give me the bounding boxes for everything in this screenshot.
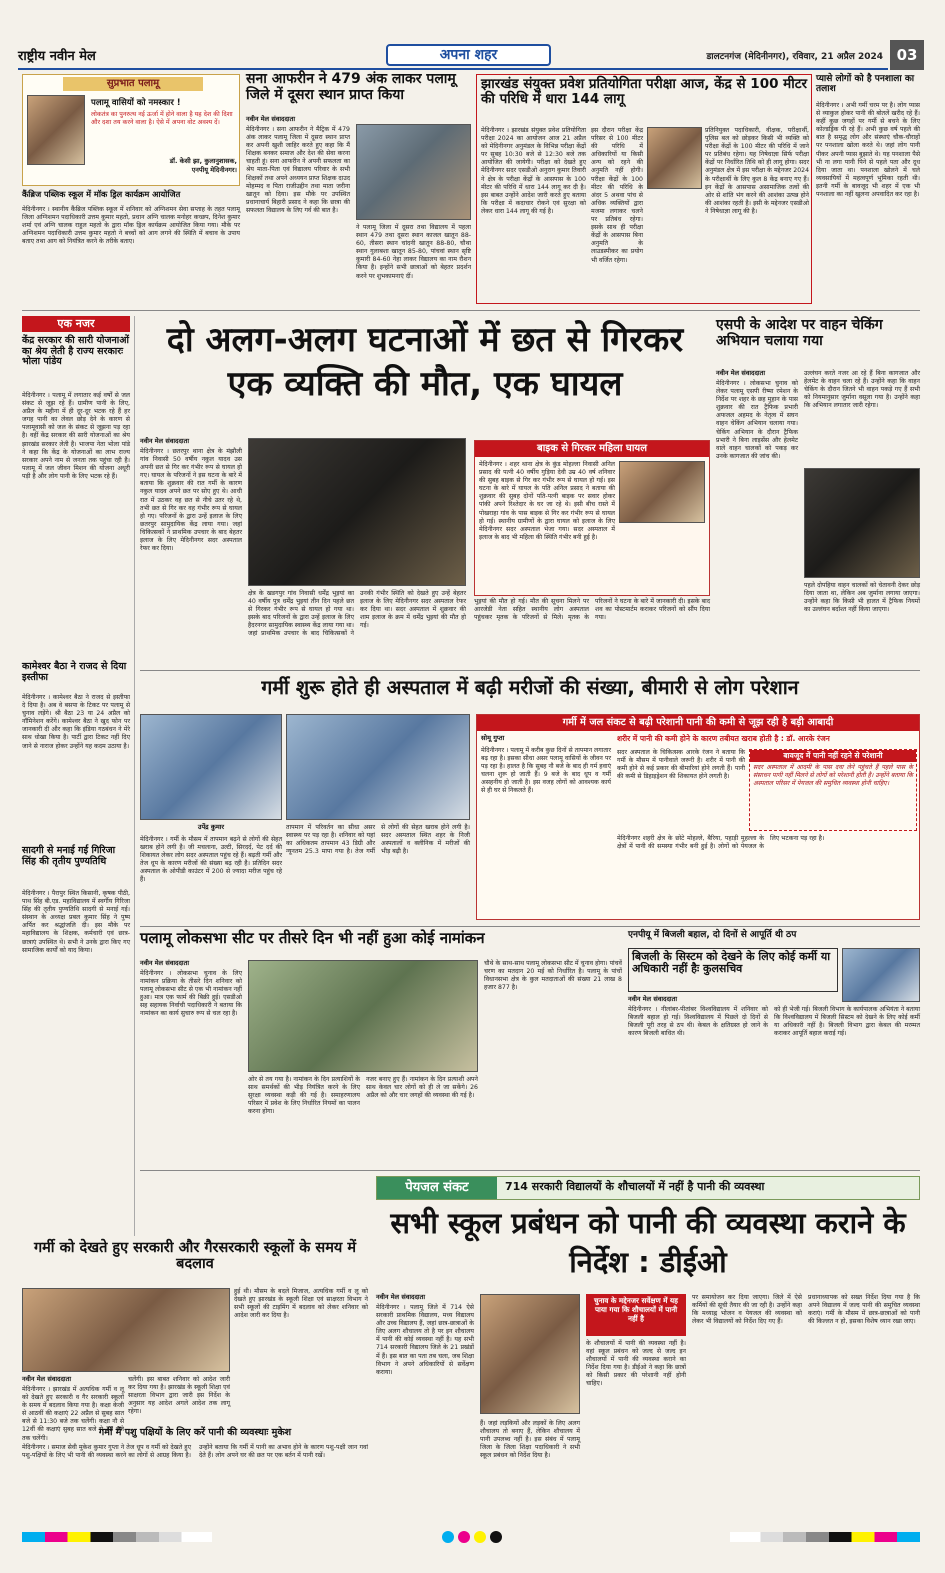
suprabhat-message: लोकतंत्र का पुनरुत्थ नई ऊर्जा में होने वाला है यह देश की दिशा और दशा तय करने वाला है। ऐसे में अपना वोट अवश्य दें। [91,111,233,126]
exam-article [476,74,812,304]
exam-body-3: प्रतिनियुक्त पदाधिकारी, वीक्षक, परीक्षार्थी, पुलिस बल को छोड़कर किसी भी व्यक्ति को परीक्षा केंद्रों के 100 मीटर की परिधि में जाने पर प्रतिबंध रहेगा। यह निषेधाज्ञा सिर्फ परीक्षा केंद्रों पर निर्धारित तिथि को ही लागू होगा। सदर अनुमंडल क्षेत्र में इस परीक्षा के मद्देनजर 2024 के परीक्षार्थी के लिए कुल 8 केंद्र बनाए गए हैं। इन केंद्रों के आसपास असामाजिक तत्वों की ओर से शांति भंग करने की आशंका उत्पन्न होने की आशंका रहती है। इसी के मद्देनजर एसडीओ ने निषेधाज्ञा लागू की है। [705,127,809,215]
exam-headline: झारखंड संयुक्त प्रवेश प्रतियोगिता परीक्षा आज, केंद्र से 100 मीटर की परिधि में धारा 144 लागू [481,76,808,108]
drinking-water-box-head: चुनाव के मद्देनजर सर्वेक्षण में यह पाया गया कि शौचालयों में पानी नहीं है [594,1296,678,1323]
schools-time-body-3: चलेंगी। इस बाबत शनिवार को आदेश जारी कर दिया गया है। झारखंड के स्कूली शिक्षा एवं साक्षरता विभाग द्वारा जारी इस निर्देश के अनुसार यह आदेश अगले आदेश तक लागू रहेगा। [128,1376,230,1416]
hospital-photo-1 [140,714,282,820]
accident-headline: दो अलग-अलग घटनाओं में छत से गिरकर एक व्यक्ति की मौत, एक घायल [166,320,684,404]
hospital-caption: उपेंद्र कुमार [197,823,225,831]
collectorate-photo [248,960,478,1072]
reg-mark-yellow [474,1531,486,1543]
sana-body-2: ने पलामू जिला में दूसरा तथा विद्यालय में पहला स्थान 479 तथा दूसरा स्थान काजल खातून 88-60, तीसरा स्थान चांदनी खातून 88-80, चौथा स्थान गुलाबशा खातून 85-80, पांचवां स्थान सृष्टि कुमारी 84-60 नेहा लाकर विद्यालय का नाम रौशन किया है। इन्होंने सभी छात्राओं को बेहतर प्रदर्शन करने पर शुभकामनाएं दीं। [356,224,471,280]
cambridge-article [22,190,240,302]
ek-nazar-h2: कामेश्वर बैठा ने राजद से दिया इस्तीफा [22,661,127,683]
nomination-headline: पलामू लोकसभा सीट पर तीसरे दिन भी नहीं हुआ कोई नामांकन [140,929,485,947]
animals-body: मेदिनीनगर । समाज सेवी मुकेश कुमार गुप्ता ने तेज धूप व गर्मी को देखते हुए पशु-पक्षियों के लिए भी पानी की व्यवस्था करने का लोगों से आग्रह किया है। उन्होंने बताया कि गर्मी में पानी का अभाव होने के कारण पशु-पक्षी जान गवां देते हैं। लोग अपने घर की छत पर एक बर्तन में पानी रखें। [22,1444,368,1460]
water-crisis-body-2: सदर अस्पताल के चिकित्सक आरके रंजन ने बताया कि गर्मी के मौसम में पानीवाले जरूरी है। शरीर में पानी की कमी होने से कई प्रकार की बीमारियां होने लगती हैं। पानी की कमी से डिहाइड्रेशन की शिकायत होने लगती है। [617,749,745,781]
accident-photo [248,438,466,586]
row-rule-3 [140,926,920,927]
sdo-photo [647,127,702,189]
registration-strip [22,1530,920,1544]
suprabhat-signature: डॉ. केसी झा, कुलानुशासक, एनपीयू मेदिनीनगर। [169,157,237,174]
drinking-water-headline: सभी स्कूल प्रबंधन को पानी की व्यवस्था कराने के निर्देश : डीईओ [390,1206,906,1279]
students-photo [22,1288,230,1372]
nomination-byline: नवीन मेल संवाददाता [140,959,189,967]
nomination-body-3: नजर बनाए हुए हैं। नामांकन के दिन प्रत्याशी अपने साथ केवल चार लोगों को ही ले जा सकेंगे। 26 अप्रैल को और चार जगहों की व्यवस्था की गई है। [366,1076,478,1100]
ek-nazar-b3: मेदिनीनगर । पैरापुर स्थित किसानी, कृषक पीठी, पाथ सिंह बी.एड. महाविद्यालय में स्वर्गीय गिरिजा सिंह की तृतीय पुण्यतिथि सादगी से मनाई गई। संस्थान के अध्यक्ष प्रबल कुमार सिंह ने पुष्प अर्पित कर श्रद्धांजलि दी। इस मौके पर महाविद्यालय के शिक्षक, कर्मचारी एवं छात्र-छात्राएं उपस्थित थे। सभी ने उनके द्वारा किए गए सामाजिक कार्यों को याद किया। [22,890,130,954]
accident-body-3: भुइयां की मौत हो गई। मौत की सूचना मिलने पर आरजेडी नेता सहित स्थानीय लोग अस्पताल पहुंचकर मृतक के परिजनों से मिले। मृतक के परिजनों ने घटना के बारे में जानकारी दी। इसके बाद शव का पोस्टमार्टम कराकर परिजनों को सौंप दिया गया। [474,598,710,622]
schools-time-body-2: हुई थी। मौसम के बदले मिजाज, अत्यधिक गर्मी व लू को देखते हुए झारखंड के स्कूली शिक्षा एवं साक्षरता विभाग ने सभी स्कूलों की टाइमिंग में बदलाव को लेकर शनिवार को आदेश जारी कर दिया है। [234,1288,368,1320]
water-crisis-article [476,714,920,920]
nomination-article [140,930,622,1166]
hospital-body-2: तापमान में परिवर्तन का सीधा असर स्वास्थ्य पर पड़ रहा है। शनिवार को यहां का अधिकतम तापमान 43 डिग्री और न्यूनतम 25.3 मापा गया है। तेज गर्मी से लोगों की सेहत खराब होने लगी है। सदर अस्पताल स्थित शहर के निजी अस्पतालों व क्लीनिक में मरीजों की भीड़ बढ़ी है। [286,824,470,856]
section-title: अपना शहर [386,44,551,66]
row-rule-2 [140,670,920,671]
water-search-headline: प्यासे लोगों को है पनशाला का तलाश [816,74,915,95]
ek-nazar-rule [134,316,135,1236]
accident-body-2: क्षेत्र के खडगपुर गांव निवासी धर्मेंद्र भुइयां का 40 वर्षीय पुत्र धर्मेंद्र भुइयां तीन दिन पहले छत से गिरकर गंभीर रूप से घायल हो गया था। इसके बाद परिजनों के द्वारा उन्हें इलाज के लिए हैदरनगर सामुदायिक स्वास्थ्य केंद्र लाया गया था। जहां प्राथमिक उपचार के बाद चिकित्सकों ने उनकी गंभीर स्थिति को देखते हुए उन्हें बेहतर इलाज के लिए मेदिनीनगर सदर अस्पताल रेफर कर दिया था। सदर अस्पताल में शुक्रवार की शाम इलाज के क्रम में धर्मेंद्र भुइयां की मौत हो गई। [248,590,466,638]
water-crisis-byline: सोमू गुप्ता [481,734,505,742]
water-crisis-headline: गर्मी में जल संकट से बढ़ी परेशानी पानी की कमी से जूझ रही है बड़ी आबादी [477,715,919,731]
npu-headline: बिजली के सिस्टम को देखने के लिए कोई कर्मी या अधिकारी नहीं हैः कुलसचिव [632,950,831,976]
sp-body-3: पहले दोपहिया वाहन चालकों को चेतावनी देकर छोड़ दिया जाता था, लेकिन अब जुर्माना लगाया जाएगा। उन्होंने कहा कि किसी भी हालत में ट्रैफिक नियमों का उल्लंघन बर्दाश्त नहीं किया जाएगा। [804,582,920,614]
schools-time-byline: नवीन मेल संवाददाता [22,1375,71,1383]
sp-photo [804,468,920,578]
hospital-body-1: मेदिनीनगर । गर्मी के मौसम में तापमान बढ़ने से लोगों की सेहत खराब होने लगी है। जी मचलाना, उल्टी, सिरदर्द, पेट दर्द की शिकायत लेकर लोग सदर अस्पताल पहुंच रहे हैं। बढ़ती गर्मी और तेज धूप के कारण मरीजों की संख्या बढ़ रही है। प्रतिदिन सदर अस्पताल के ओपीडी काउंटर में 200 से ज्यादा मरीज पहुंच रहे हैं। [140,836,282,884]
reg-mark-magenta [458,1531,470,1543]
sp-article [716,318,920,664]
npu-byline: नवीन मेल संवाददाता [628,995,677,1003]
reg-mark-black [490,1531,502,1543]
animals-headline: गर्मी में पशु पक्षियों के लिए करें पानी की व्यवस्थाः मुकेश [98,1427,292,1438]
npu-photo [842,948,920,1002]
ek-nazar-b2: मेदिनीनगर । कामेश्वर बैठा ने राजद से इस्तीफा दे दिया है। अब वे बसपा के टिकट पर पलामू से चुनाव लड़ेंगे। श्री बैठा 23 या 24 अप्रैल को नॉमिनेशन करेंगे। कामेश्वर बैठा ने खुद फोन पर जानकारी दी और कहा कि इंडिया गठबंधन ने मेरे साथ धोखा किया है। पार्टी द्वारा टिकट नहीं दिए जाने से नाराज होकर उन्होंने यह कदम उठाया है। [22,694,130,750]
accident-body-1: मेदिनीनगर । छतरपुर थाना क्षेत्र के मंझौली गांव निवासी 50 वर्षीय नकुल यादव उस अपनी छत से गिर कर गंभीर रूप से घायल हो गए। घायल के परिजनों ने इस घटना के बारे में बताया कि शुक्रवार की रात गर्मी के कारण नकुल यादव अपने छत पर सोए हुए थे। आधी रात में उठकर वह छत से नीचे उतर रहे थे, तभी छत से गिर कर वह गंभीर रूप से घायल हो गए। परिजनों के द्वारा उन्हें इलाज के लिए छतरपुर सामुदायिक केंद्र लाया गया। जहां चिकित्सकों ने प्राथमिक उपचार के बाद बेहतर इलाज के लिए मेदिनीनगर सदर अस्पताल रेफर कर दिया। [140,448,242,553]
water-crisis-subhead: शरीर में पानी की कमी होने के कारण तबीयत खराब होती है : डॉ. आरके रंजन [617,734,830,743]
bike-headline: बाइक से गिरकर महिला घायल [475,441,709,457]
bike-photo [619,461,705,523]
sp-headline: एसपी के आदेश पर वाहन चेकिंग अभियान चलाया गया [716,317,883,349]
row-rule-4 [140,1170,920,1171]
row-rule-1 [22,310,920,311]
accident-byline: नवीन मेल संवाददाता [140,437,189,445]
masthead-rule [18,68,888,70]
author-photo [27,95,85,165]
water-search-body: मेदिनीनगर । अभी गर्मी चरम पर है। लोग प्यास से व्याकुल होकर पानी की बोतलें खरीद रहे हैं। कहीं कुछ जगहों पर गर्मी से बचने के लिए कोल्डड्रिंक पी रहे हैं। अभी कुछ वर्ष पहले की बात है समृद्ध लोग और संस्थाएं चौक-चौराहों पर पनशाला खोला करते थे। जहां लोग पानी पीकर अपनी प्यास बुझाते थे। यह पनशाला पैसे भी ना लगा पानी पिने से पहले पता और दूध दिया जाता था। पनशाला खोलने में चले व्यवसायियों में महत्वपूर्ण भूमिका रहती थी। इतनी गर्मी के बावजूद भी शहर में एक भी पनशाला का नहीं खुलना अपवादित कर रहा है। [816,102,920,199]
nomination-body-2: ओर से तय गया है। नामांकन के दिन प्रत्याशियों के साथ समर्थकों की भीड़ नियंत्रित करने के लिए सुरक्षा व्यवस्था कड़ी की गई है। समाहरणालय परिसर में प्रवेश के लिए निर्धारित नियमों का पालन करना होगा। [248,1076,360,1116]
drinking-water-box [586,1294,686,1336]
npu-headline-box [628,948,838,992]
drinking-water-article [376,1176,920,1520]
sana-byline: नवीन मेल संवाददाता [246,115,295,123]
reg-mark-cyan [442,1531,454,1543]
hospital-photo-2 [286,714,470,820]
exam-body-1: मेदिनीनगर । झारखंड संयुक्त प्रवेश प्रतियोगिता परीक्षा 2024 का आयोजन आज 21 अप्रैल को मेदिनीनगर अनुमंडल के विभिन्न परीक्षा केंद्रों पर सुबह 10:30 बजे से 12:30 बजे तक आयोजित की जायेगी। परीक्षा को देखते हुए मेदिनीनगर सदर एसडीओ अनुराग कुमार तिवारी ने क्षेत्र के परीक्षा केंद्रों के आसपास के 100 मीटर की परिधि में धारा 144 लागू कर दी है। इस बाबत उन्होंने आदेश जारी करते हुए बताया कि परीक्षा में कदाचार रोकने एवं सुरक्षा को लेकर धारा 144 लागू की गई है। [481,127,586,215]
sp-body-2: उल्लंघन करते नजर आ रहे हैं बिना कागजात और हेलमेट के वाहन चला रहे हैं। उन्होंने कहा कि वाहन चेकिंग के दौरान जितने भी वाहन पकड़े गए हैं सभी को नियमानुसार जुर्माना वसूला गया है। उन्होंने कहा कि अभियान लगातार जारी रहेगा। [804,370,920,410]
exam-body-2: इस दौरान परीक्षा केंद्र परिसर से 100 मीटर की परिधि में अधिकारियों या किसी अन्य को रहने की अनुमति नहीं होगी। परीक्षा केंद्रों के 100 मीटर की परिधि के अंदर 5 अथवा पांच से अधिक व्यक्तियों द्वारा मजमा लगाकर चलने पर प्रतिबंध रहेगा। इसके साथ ही परीक्षा केंद्रों के आसपास बिना अनुमति के लाउडस्पीकर का प्रयोग भी वर्जित रहेगा। [591,127,643,264]
bike-article [474,440,710,596]
drinking-water-body-3: के शौचालयों में पानी की व्यवस्था नहीं है। वहां स्कूल प्रबंधन को जल्द से जल्द इन शौचालयों में पानी की व्यवस्था कराने का निर्देश दिया गया है। डीईओ ने कहा कि छात्रों को किसी प्रकार की परेशानी नहीं होनी चाहिए। [586,1340,686,1388]
sana-photo [356,124,471,220]
dateline: डालटनगंज (मेदिनीनगर), रविवार, 21 अप्रैल 2024 [706,52,883,62]
nomination-body-4: चौथे के साथ-साथ पलामू लोकसभा सीट में चुनाव होगा। पांचवें चरण का मतदान 20 मई को निर्धारित है। पलामू के पांचों विधानसभा क्षेत्र के कुल मतदाताओं की संख्या 21 लाख 8 हजार 877 है। [484,960,622,992]
water-crisis-box-body: सदर अस्पताल में आदमी के पास दवा लेने पहुंचते हैं पहले पास के संसाधन पानी नहीं मिलने से लोगों को परेशानी होती है। उन्होंने बताया कि अस्पताल परिसर में पेयजल की समुचित व्यवस्था होनी चाहिए। [753,764,913,788]
greeting: पलामू वासियों को नमस्कार ! [91,98,181,108]
drinking-water-banner [376,1176,920,1200]
suprabhat-title: सुप्रभात पलामू [63,77,203,91]
ek-nazar-b1: मेदिनीनगर । पलामू में लगातार कई वर्षों से जल संकट से जूझ रहे हैं। ग्रामीण पानी के लिए, अप्रैल के महीना में ही दूर-दूर भटक रहे हैं हर जगह पानी का लेवल छोड़ देने के कारण से पलामूवासी को जल के संकट से जूझना पड़ रहा है। वहीं केंद्र सरकार की सारी योजनाओं का श्रेय झारखंड सरकार लेती है। भाजपा नेता भोला पांडे ने कहा कि केंद्र के योजनाओं का लाभ राज्य सरकार अपने नाम से जनता तक पहुंचा रही है। पलामू में जल जीवन मिशन की योजना अधूरी पड़ी है और लोग पानी के लिए भटक रहे हैं। [22,392,130,480]
sana-article [246,72,471,304]
cambridge-headline: कैंब्रिज पब्लिक स्कूल में मॉक ड्रिल कार्यक्रम आयोजित [22,189,181,199]
sana-headline: सना आफरीन ने 479 अंक लाकर पलामू जिले में दूसरा स्थान प्राप्त किया [246,71,456,103]
water-crisis-box [749,749,917,831]
cambridge-body: मेदिनीनगर । स्थानीय कैंब्रिज पब्लिक स्कूल में शनिवार को अग्निशमन सेवा सप्ताह के तहत पलामू जिला अग्निशमन पदाधिकारी उत्तम कुमार महतो, प्रधान अग्नि चालक मनोहर कच्छप, दिनेश कुमार शर्मा एवं अग्नि चालक राहुल महतो के द्वारा मॉक ड्रिल कार्यक्रम आयोजित किया गया। मौके पर अग्निशमन पदाधिकारी उत्तम कुमार महतो ने बच्चों को आग लगने की स्थिति में बचाव के उपाय बताए तथा आग को नियंत्रित करने के तरीके बताए। [22,206,240,246]
npu-kicker: एनपीयू में बिजली बहाल, दो दिनों से आपूर्ति थी ठप [628,930,797,940]
ek-nazar-h3: सादगी से मनाई गई गिरिजा सिंह की तृतीय पुण्यतिथि [22,845,116,867]
ek-nazar-h1: केंद्र सरकार की सारी योजनाओं का श्रेय लेती है राज्य सरकारः भोला पांडेय [22,335,129,368]
paper-logo: राष्ट्रीय नवीन मेल [18,49,96,64]
ek-nazar-title: एक नजर [22,316,130,332]
suprabhat-box [22,74,240,186]
drinking-water-body-2: हैं। जहां लड़कियों और लड़कों के लिए अलग शौचालय तो बनाए हैं, लेकिन शौचालय में पानी उपलब्ध नहीं है। इस संबंध में पलामू जिला के जिला शिक्षा पदाधिकारी ने सभी स्कूल प्रबंधन को निर्देश दिया है। [480,1420,580,1460]
animals-article [22,1428,368,1518]
bike-body: मेदिनीनगर । शहर थाना क्षेत्र के कुंड मोहल्ला निवासी अनिल प्रसाद की पत्नी 40 वर्षीय गुड़िया देवी उम्र 40 वर्ष शनिवार की सुबह बाइक से गिर कर गंभीर रूप से घायल हो गई। इस घटना के बारे में घायल के पति अनिल प्रसाद ने बताया की शुक्रवार की सुबह दोनों पति-पत्नी बाइक पर सवार होकर पांकी अपने रिश्तेदार के घर जा रहे थे। इसी बीच रास्ते में पोखराहा गांव के पास बाइक से गिर कर गंभीर रूप से घायल हो गई। स्थानीय ग्रामीणों के द्वारा घायल को इलाज के लिए मेदिनीनगर सदर अस्पताल भेजा गया। सदर अस्पताल में इलाज के बाद भी महिला की स्थिति गंभीर बनी हुई है। [479,461,615,541]
drinking-water-byline: नवीन मेल संवाददाता [376,1293,425,1301]
water-crisis-box-head: बावजूद में पानी नहीं रहने से परेशानी [750,750,916,762]
deo-photo [480,1294,580,1414]
masthead [18,40,928,70]
sp-body-1: मेदिनीनगर । लोकसभा चुनाव को लेकर पलामू एसपी रीष्मा रमेशन के निर्देश पर शहर के छह मुहान के पास शुक्रवार की रात ट्रैफिक प्रभारी अफजल अहमद के नेतृत्व में सघन वाहन चेकिंग अभियान चलाया गया। चेकिंग अभियान के दौरान ट्रैफिक प्रभारी ने बिना लाइसेंस और हेलमेट वाले वाहन चालकों को पकड़ कर उनके कागजात की जांच की। [716,380,798,460]
water-crisis-body-1: मेदिनीनगर । पलामू में करीब कुछ दिनों से तापमान लगातार बढ़ रहा है। इसका सीधा असर पलामू वासियों के जीवन पर पड़ रहा है। हालत है कि सुबह नौ बजे के बाद ही गर्म हवाएं चलना शुरू हो जाती हैं। 9 बजे के बाद धूप व गर्मी असहनीय हो जाती है। इस वजह लोगों को आवश्यक कार्य से ही घर से निकलते हैं। [481,747,611,795]
schools-time-body-1: मेदिनीनगर । झारखंड में अत्यधिक गर्मी व लू को देखते हुए सरकारी व गैर सरकारी स्कूलों के समय में बदलाव किया गया है। कक्षा केजी से आठवीं की कक्षाएं 22 अप्रैल से सुबह सात बजे से 11:30 बजे तक चलेंगी। कक्षा नौ से 12वीं की कक्षाएं सुबह सात बजे से 12 बजे तक चलेंगी। [22,1386,124,1442]
drinking-water-kicker: 714 सरकारी विद्यालयों के शौचालयों में नहीं है पानी की व्यवस्था [505,1180,765,1193]
sp-byline: नवीन मेल संवाददाता [716,369,765,377]
water-crisis-body-3: मेदिनीनगर शहरी क्षेत्र के छोटे मोहल्ले, बैरिया, पहाड़ी मुहल्ला के क्षेत्रों में पानी की समस्या गंभीर बनी हुई है। लोगों को पेयजल के लिए भटकना पड़ रहा है। [617,835,825,851]
water-search-article [816,74,920,306]
ek-nazar-column [22,316,130,1236]
sana-body-1: मेदिनीनगर । सना आफरीन ने मैट्रिक में 479 अंक लाकर पलामू जिला में दूसरा स्थान प्राप्त कर अपनी खुशी जाहिर करते हुए कहा कि मैं शिक्षक बनकर समाज और देश की सेवा करना चाहती हूं। सना आफरीन ने अपनी सफलता का श्रेय माता-पिता एवं विद्यालय परिवार के सभी शिक्षकों तथा अपने अध्ययन प्राप्त शिक्षक दाउद मोहम्मद व पिता राजीउद्दीन तथा माता जरीना खातून को दिया। इस मौके पर उपस्थित प्रधानाचार्य बिहारी प्रसाद ने कहा कि छात्रा की सफलता विद्यालय के लिए गर्व की बात है। [246,126,350,214]
drinking-water-body-4: पर समायोजन कर दिया जाएगा। जिले में ऐसे कर्मियों की सूची तैयार की जा रही है। उन्होंने कहा कि मध्याह्न भोजन व पेयजल की व्यवस्था को लेकर भी विद्यालयों को निर्देश दिए गए हैं। [692,1294,802,1326]
cmyk-bar-right [730,1532,920,1542]
npu-body-2: को ही भेजी गई। बिजली विभाग के कार्यपालक अभियंता ने बताया कि विश्वविद्यालय में बिजली सिस्टम को देखने के लिए कोई कर्मी या अधिकारी नहीं है। बिजली विभाग द्वारा केबल की मरम्मत कराकर आपूर्ति बहाल कराई गई। [774,1006,920,1038]
npu-body-1: मेदिनीनगर । नीलांबर-पीतांबर विश्वविद्यालय में शनिवार को बिजली बहाल हो गई। विश्वविद्यालय में पिछले दो दिनों से बिजली पूरी तरह से ठप थी। केबल के क्षतिग्रस्त हो जाने के कारण बिजली बाधित थी। [628,1006,768,1038]
drinking-water-body-1: मेदिनीनगर । पलामू जिले में 714 ऐसे सरकारी प्राथमिक विद्यालय, मध्य विद्यालय और उच्च विद्यालय हैं, जहां छात्र-छात्राओं के लिए अलग शौचालय तो है पर इन शौचालय में पानी की कोई व्यवस्था नहीं है। यह सभी 714 सरकारी विद्यालय जिले के 21 प्रखंडों में हैं। इस बात का पता तब चला, जब शिक्षा विभाग ने अपने अधिकारियों से सर्वेक्षण कराया। [376,1304,474,1376]
npu-article [628,930,920,1166]
hospital-headline: गर्मी शुरू होते ही अस्पताल में बढ़ी मरीजों की संख्या, बीमारी से लोग परेशान [261,676,799,699]
schools-time-headline: गर्मी को देखते हुए सरकारी और गैरसरकारी स्कूलों के समय में बदलाव [33,1240,357,1273]
page-number: 03 [890,40,924,70]
drinking-water-body-5: प्रधानाध्यापक को सख्त निर्देश दिया गया है कि अपने विद्यालय में जल्द पानी की समुचित व्यवस्था कराएं। गर्मी के मौसम में छात्र-छात्राओं को पानी की किल्लत न हो, इसका विशेष ध्यान रखा जाए। [808,1294,920,1326]
cmyk-bar [22,1532,212,1542]
nomination-body-1: मेदिनीनगर । लोकसभा चुनाव के लिए नामांकन प्रक्रिया के तीसरे दिन शनिवार को पलामू लोकसभा सीट से एक भी नामांकन नहीं हुआ। मात्र एक फार्म की बिक्री हुई। एसडीओ सह सहायक निर्वाची पदाधिकारी ने बताया कि नामांकन का कार्य सुचारु रूप से चल रहा है। [140,970,242,1018]
drinking-water-label: पेयजल संकट [377,1177,497,1199]
